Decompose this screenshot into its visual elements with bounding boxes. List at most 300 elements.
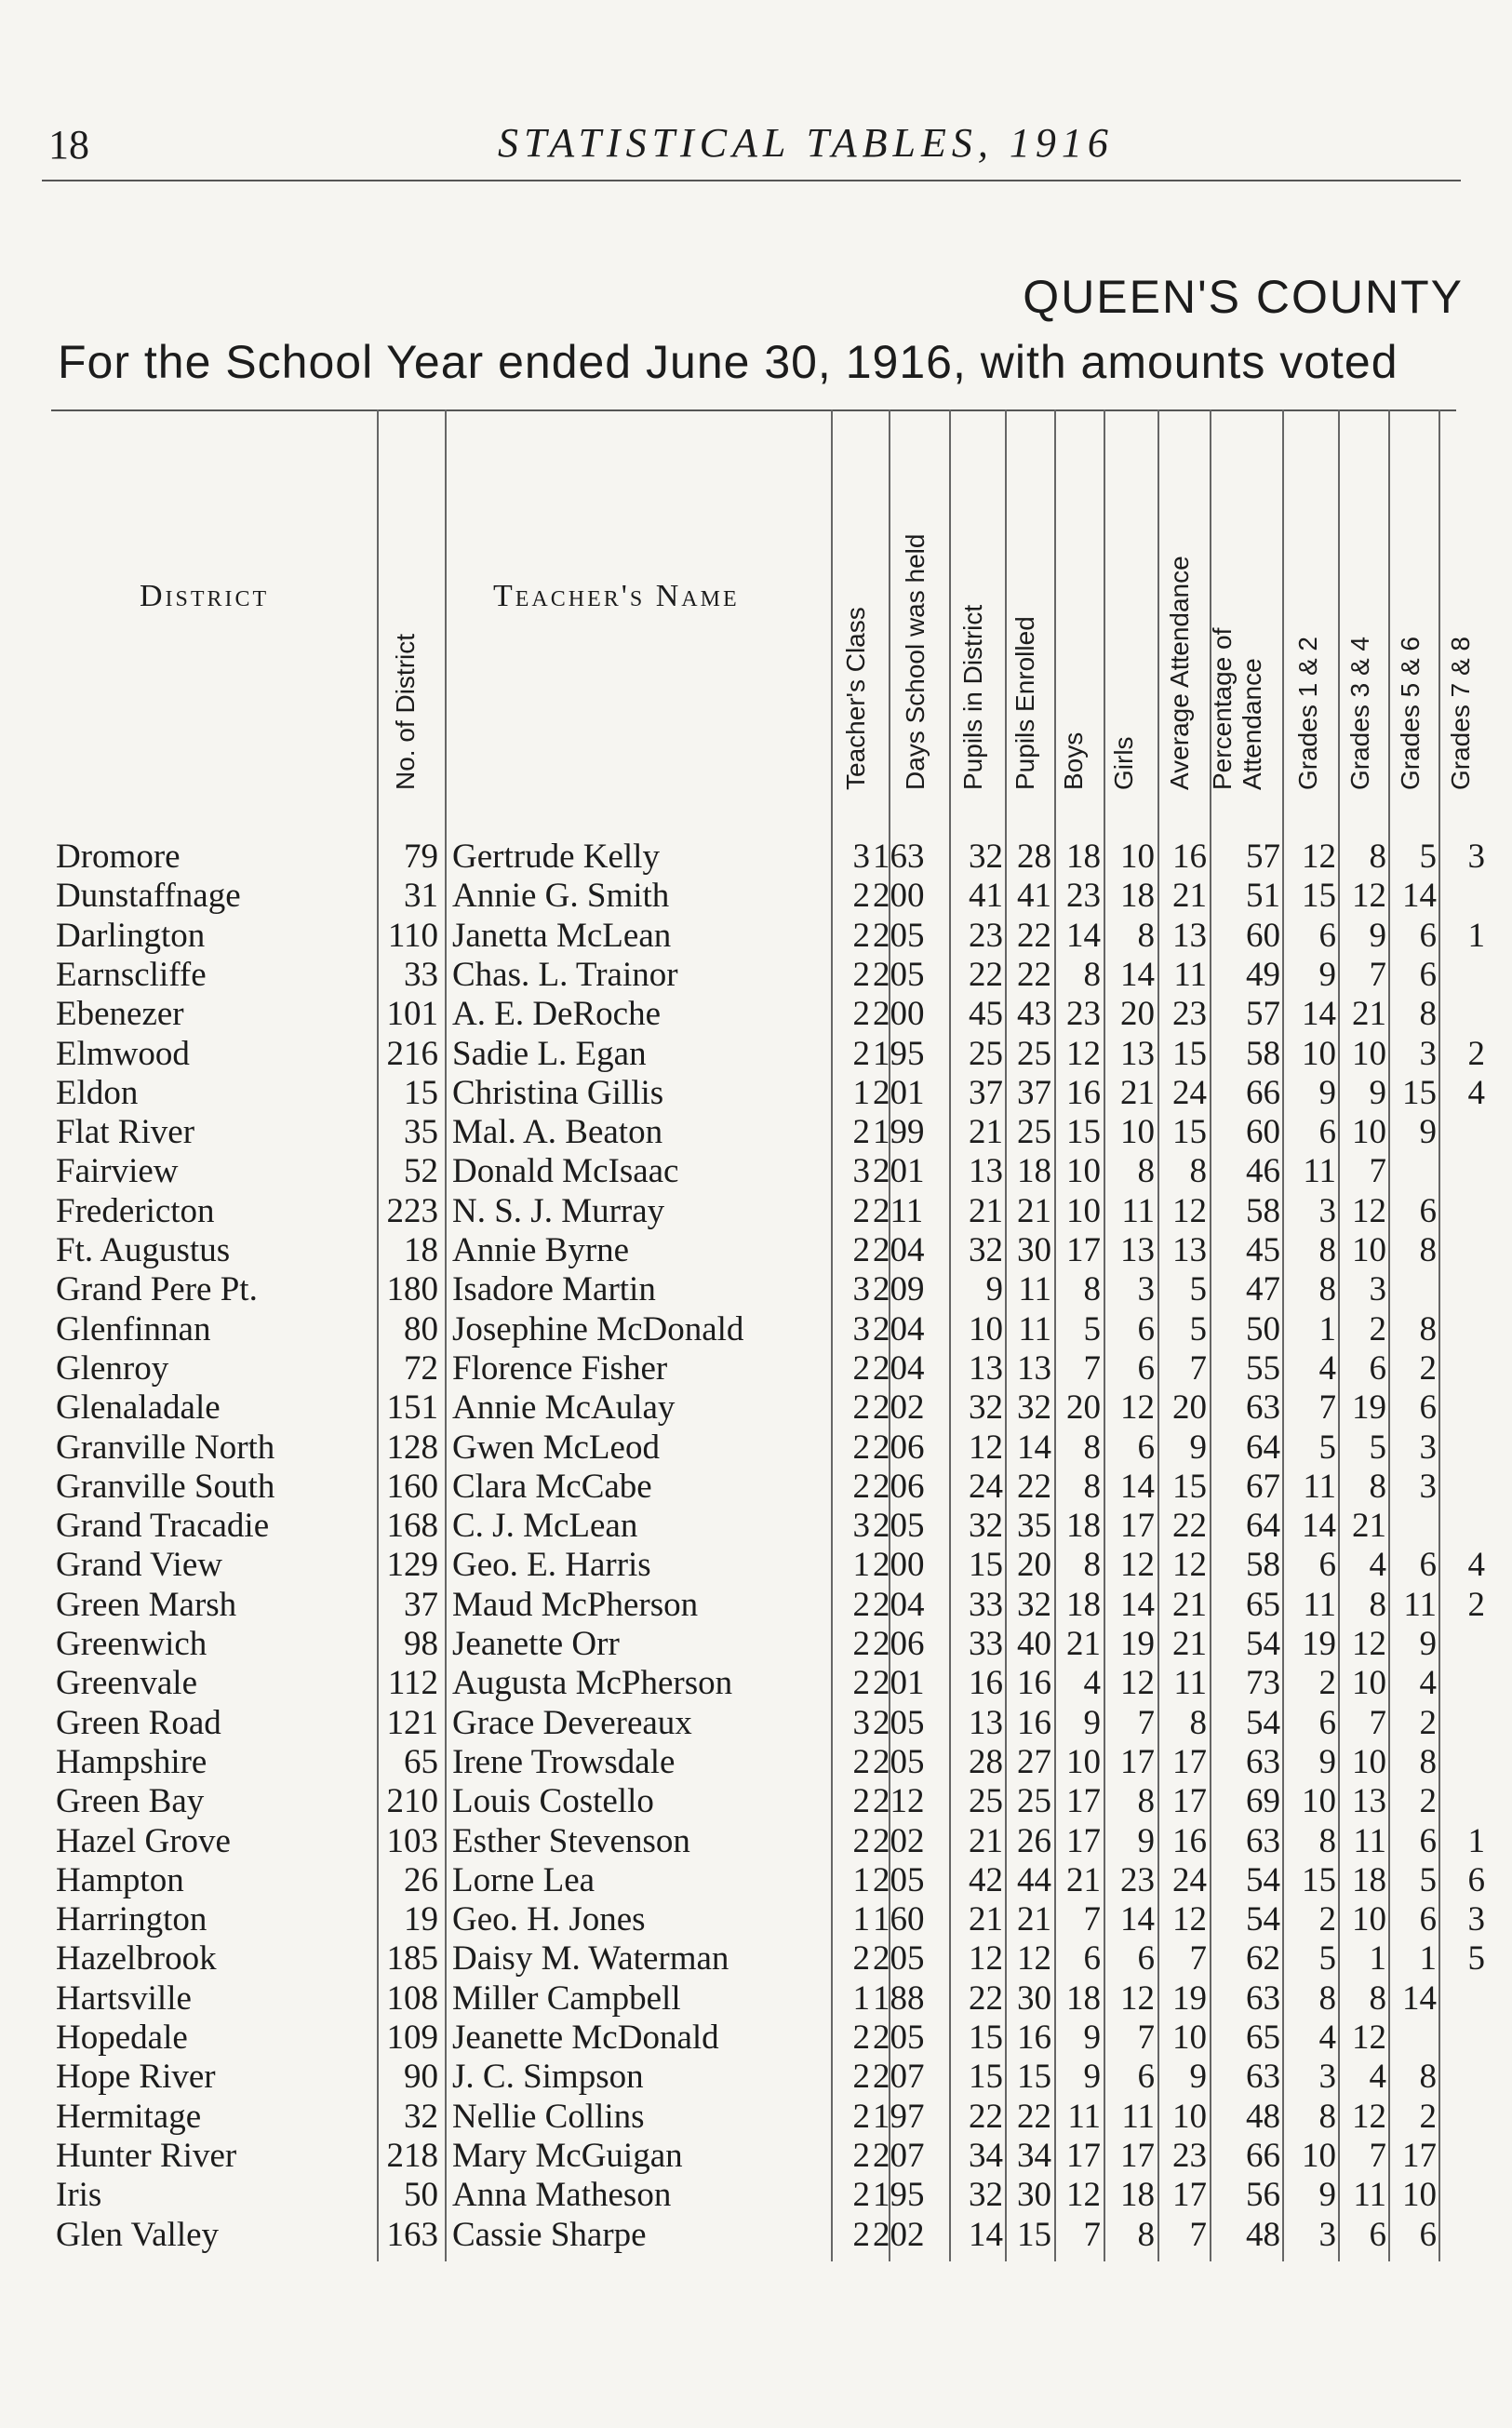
table-row bbox=[0, 1861, 1512, 1900]
district-cell: Grand Pere Pt. bbox=[56, 1270, 258, 1309]
average-attendance-cell: 21 bbox=[1172, 1585, 1207, 1624]
percentage-attendance-cell: 58 bbox=[1246, 1191, 1280, 1230]
table-row bbox=[0, 1468, 1512, 1507]
table-row bbox=[0, 838, 1512, 877]
pupils-enrolled-cell: 21 bbox=[1017, 1191, 1051, 1230]
girls-cell: 6 bbox=[1137, 1939, 1155, 1979]
district-number-cell: 37 bbox=[404, 1585, 438, 1624]
page-number: 18 bbox=[48, 122, 89, 168]
pupils-in-district-cell: 9 bbox=[985, 1270, 1003, 1309]
grades-5-6-cell: 2 bbox=[1419, 1782, 1437, 1821]
percentage-attendance-cell: 67 bbox=[1246, 1467, 1280, 1506]
girls-cell: 6 bbox=[1137, 1348, 1155, 1388]
girls-cell: 11 bbox=[1121, 2097, 1155, 2136]
teacher-name-cell: C. J. McLean bbox=[452, 1507, 638, 1546]
teacher-class-cell: 2 bbox=[852, 1664, 870, 1703]
teacher-name-cell: A. E. DeRoche bbox=[452, 995, 661, 1034]
days-held-cell: 200 bbox=[873, 995, 925, 1034]
district-cell: Glenaladale bbox=[56, 1388, 221, 1428]
teacher-class-cell: 3 bbox=[852, 1152, 870, 1191]
pupils-in-district-cell: 15 bbox=[969, 1546, 1003, 1585]
teacher-name-cell: Josephine McDonald bbox=[452, 1309, 744, 1348]
pupils-in-district-cell: 10 bbox=[969, 1309, 1003, 1348]
district-cell: Hermitage bbox=[56, 2097, 202, 2136]
percentage-attendance-cell: 49 bbox=[1246, 955, 1280, 994]
boys-cell: 15 bbox=[1066, 1113, 1101, 1152]
teacher-class-cell: 1 bbox=[852, 1979, 870, 2018]
teacher-name-cell: J. C. Simpson bbox=[452, 2058, 644, 2097]
table-row bbox=[0, 2019, 1512, 2058]
girls-cell: 9 bbox=[1137, 1821, 1155, 1860]
average-attendance-cell: 17 bbox=[1172, 1742, 1207, 1781]
grades-3-4-cell: 7 bbox=[1369, 1152, 1386, 1191]
pupils-in-district-cell: 13 bbox=[969, 1703, 1003, 1742]
boys-cell: 10 bbox=[1066, 1742, 1101, 1781]
pupils-enrolled-cell: 16 bbox=[1017, 1703, 1051, 1742]
district-cell: Green Road bbox=[56, 1703, 221, 1742]
teacher-class-cell: 2 bbox=[852, 2097, 870, 2136]
grades-5-6-cell: 8 bbox=[1419, 995, 1437, 1034]
girls-cell: 17 bbox=[1120, 1742, 1155, 1781]
grades-3-4-cell: 8 bbox=[1369, 838, 1386, 876]
percentage-attendance-cell: 62 bbox=[1246, 1939, 1280, 1979]
boys-cell: 17 bbox=[1066, 2136, 1101, 2175]
percentage-attendance-cell: 46 bbox=[1246, 1152, 1280, 1191]
average-attendance-cell: 20 bbox=[1172, 1388, 1207, 1428]
percentage-attendance-cell: 57 bbox=[1246, 838, 1280, 876]
average-attendance-cell: 7 bbox=[1189, 1348, 1207, 1388]
grades-3-4-cell: 8 bbox=[1369, 1585, 1386, 1624]
girls-cell: 14 bbox=[1120, 955, 1155, 994]
days-held-cell: 200 bbox=[873, 1546, 925, 1585]
pupils-enrolled-cell: 15 bbox=[1017, 2215, 1051, 2254]
district-cell: Iris bbox=[56, 2176, 102, 2215]
pupils-enrolled-cell: 22 bbox=[1017, 955, 1051, 994]
pupils-enrolled-cell: 11 bbox=[1018, 1309, 1051, 1348]
days-held-cell: 204 bbox=[873, 1585, 925, 1624]
district-cell: Eldon bbox=[56, 1073, 139, 1112]
teacher-class-cell: 2 bbox=[852, 916, 870, 955]
teacher-class-cell: 2 bbox=[852, 1231, 870, 1269]
percentage-attendance-cell: 60 bbox=[1246, 916, 1280, 955]
girls-cell: 7 bbox=[1137, 1703, 1155, 1742]
district-number-cell: 185 bbox=[386, 1939, 438, 1979]
teacher-class-cell: 2 bbox=[852, 2176, 870, 2215]
district-cell: Hope River bbox=[56, 2058, 216, 2097]
percentage-attendance-cell: 57 bbox=[1246, 995, 1280, 1034]
boys-cell: 16 bbox=[1066, 1073, 1101, 1112]
teacher-name-cell: N. S. J. Murray bbox=[452, 1191, 665, 1230]
table-row bbox=[0, 1664, 1512, 1703]
grades-1-2-cell: 6 bbox=[1318, 1546, 1336, 1585]
district-cell: Earnscliffe bbox=[56, 955, 207, 994]
grades-3-4-cell: 3 bbox=[1369, 1270, 1386, 1309]
grades-1-2-cell: 2 bbox=[1318, 1900, 1336, 1939]
teacher-name-cell: Annie G. Smith bbox=[452, 877, 670, 916]
district-cell: Hunter River bbox=[56, 2136, 237, 2175]
grades-1-2-cell: 5 bbox=[1318, 1939, 1336, 1979]
percentage-attendance-cell: 45 bbox=[1246, 1231, 1280, 1269]
grades-1-2-cell: 8 bbox=[1318, 2097, 1336, 2136]
girls-cell: 14 bbox=[1120, 1585, 1155, 1624]
district-number-cell: 90 bbox=[404, 2058, 438, 2097]
days-held-cell: 202 bbox=[873, 2215, 925, 2254]
girls-cell: 23 bbox=[1120, 1860, 1155, 1899]
district-cell: Ebenezer bbox=[56, 995, 184, 1034]
pupils-enrolled-cell: 21 bbox=[1017, 1900, 1051, 1939]
grades-1-2-cell: 15 bbox=[1302, 1860, 1336, 1899]
district-cell: Greenwich bbox=[56, 1625, 207, 1663]
girls-cell: 6 bbox=[1137, 1428, 1155, 1467]
pupils-enrolled-cell: 44 bbox=[1017, 1860, 1051, 1899]
average-attendance-cell: 17 bbox=[1172, 2176, 1207, 2215]
grades-3-4-cell: 7 bbox=[1369, 1703, 1386, 1742]
pupils-enrolled-cell: 16 bbox=[1017, 2019, 1051, 2057]
boys-cell: 21 bbox=[1066, 1625, 1101, 1663]
table-row bbox=[0, 1743, 1512, 1782]
teacher-class-cell: 2 bbox=[852, 1388, 870, 1428]
percentage-attendance-cell: 56 bbox=[1246, 2176, 1280, 2215]
boys-cell: 20 bbox=[1066, 1388, 1101, 1428]
percentage-attendance-cell: 50 bbox=[1246, 1309, 1280, 1348]
teacher-name-cell: Louis Costello bbox=[452, 1782, 654, 1821]
header-days-held: Days School was held bbox=[901, 533, 930, 790]
pupils-in-district-cell: 13 bbox=[969, 1348, 1003, 1388]
days-held-cell: 197 bbox=[873, 2097, 925, 2136]
pupils-in-district-cell: 32 bbox=[969, 2176, 1003, 2215]
district-number-cell: 18 bbox=[404, 1231, 438, 1269]
pupils-enrolled-cell: 28 bbox=[1017, 838, 1051, 876]
district-cell: Dromore bbox=[56, 838, 181, 876]
teacher-class-cell: 2 bbox=[852, 1939, 870, 1979]
pupils-in-district-cell: 32 bbox=[969, 1388, 1003, 1428]
boys-cell: 7 bbox=[1083, 1900, 1101, 1939]
girls-cell: 12 bbox=[1120, 1664, 1155, 1703]
grades-1-2-cell: 10 bbox=[1302, 1034, 1336, 1073]
grades-3-4-cell: 6 bbox=[1369, 2215, 1386, 2254]
district-number-cell: 180 bbox=[386, 1270, 438, 1309]
days-held-cell: 160 bbox=[873, 1900, 925, 1939]
header-pupils-in-district: Pupils in District bbox=[958, 604, 987, 790]
pupils-in-district-cell: 15 bbox=[969, 2058, 1003, 2097]
table-row bbox=[0, 1270, 1512, 1309]
percentage-attendance-cell: 48 bbox=[1246, 2097, 1280, 2136]
teacher-class-cell: 3 bbox=[852, 1309, 870, 1348]
grades-7-8-cell: 3 bbox=[1467, 1900, 1485, 1939]
district-number-cell: 79 bbox=[404, 838, 438, 876]
girls-cell: 14 bbox=[1120, 1467, 1155, 1506]
grades-3-4-cell: 12 bbox=[1352, 1191, 1386, 1230]
table-row bbox=[0, 1782, 1512, 1821]
days-held-cell: 200 bbox=[873, 877, 925, 916]
teacher-class-cell: 2 bbox=[852, 2058, 870, 2097]
days-held-cell: 195 bbox=[873, 2176, 925, 2215]
pupils-in-district-cell: 41 bbox=[969, 877, 1003, 916]
percentage-attendance-cell: 58 bbox=[1246, 1034, 1280, 1073]
boys-cell: 7 bbox=[1083, 1348, 1101, 1388]
table-row bbox=[0, 1900, 1512, 1939]
header-teacher-class: Teacher's Class bbox=[841, 607, 870, 790]
grades-7-8-cell: 6 bbox=[1467, 1860, 1485, 1899]
grades-1-2-cell: 8 bbox=[1318, 1821, 1336, 1860]
boys-cell: 8 bbox=[1083, 1270, 1101, 1309]
boys-cell: 18 bbox=[1066, 1585, 1101, 1624]
average-attendance-cell: 12 bbox=[1172, 1546, 1207, 1585]
district-cell: Hartsville bbox=[56, 1979, 192, 2018]
pupils-enrolled-cell: 35 bbox=[1017, 1507, 1051, 1546]
table-row bbox=[0, 1192, 1512, 1231]
header-pupils-enrolled: Pupils Enrolled bbox=[1010, 616, 1039, 790]
boys-cell: 17 bbox=[1066, 1782, 1101, 1821]
pupils-enrolled-cell: 16 bbox=[1017, 1664, 1051, 1703]
grades-5-6-cell: 8 bbox=[1419, 1309, 1437, 1348]
days-held-cell: 205 bbox=[873, 1939, 925, 1979]
district-number-cell: 26 bbox=[404, 1860, 438, 1899]
boys-cell: 18 bbox=[1066, 1507, 1101, 1546]
grades-1-2-cell: 11 bbox=[1303, 1467, 1336, 1506]
grades-3-4-cell: 12 bbox=[1352, 1625, 1386, 1663]
average-attendance-cell: 13 bbox=[1172, 1231, 1207, 1269]
grades-5-6-cell: 5 bbox=[1419, 838, 1437, 876]
percentage-attendance-cell: 60 bbox=[1246, 1113, 1280, 1152]
district-cell: Glenroy bbox=[56, 1348, 169, 1388]
days-held-cell: 204 bbox=[873, 1231, 925, 1269]
district-cell: Glenfinnan bbox=[56, 1309, 211, 1348]
percentage-attendance-cell: 66 bbox=[1246, 1073, 1280, 1112]
boys-cell: 17 bbox=[1066, 1231, 1101, 1269]
days-held-cell: 188 bbox=[873, 1979, 925, 2018]
pupils-in-district-cell: 21 bbox=[969, 1113, 1003, 1152]
header-rule bbox=[42, 180, 1461, 181]
pupils-in-district-cell: 32 bbox=[969, 838, 1003, 876]
teacher-name-cell: Gwen McLeod bbox=[452, 1428, 660, 1467]
district-cell: Hazel Grove bbox=[56, 1821, 231, 1860]
district-cell: Green Marsh bbox=[56, 1585, 237, 1624]
teacher-name-cell: Anna Matheson bbox=[452, 2176, 672, 2215]
average-attendance-cell: 8 bbox=[1189, 1703, 1207, 1742]
header-grades-3-4: Grades 3 & 4 bbox=[1345, 637, 1374, 790]
grades-1-2-cell: 19 bbox=[1302, 1625, 1336, 1663]
district-cell: Granville North bbox=[56, 1428, 275, 1467]
pupils-in-district-cell: 15 bbox=[969, 2019, 1003, 2057]
district-number-cell: 210 bbox=[386, 1782, 438, 1821]
girls-cell: 10 bbox=[1120, 1113, 1155, 1152]
boys-cell: 10 bbox=[1066, 1191, 1101, 1230]
grades-5-6-cell: 8 bbox=[1419, 1231, 1437, 1269]
grades-7-8-cell: 2 bbox=[1467, 1034, 1485, 1073]
boys-cell: 10 bbox=[1066, 1152, 1101, 1191]
teacher-class-cell: 2 bbox=[852, 1585, 870, 1624]
pupils-enrolled-cell: 15 bbox=[1017, 2058, 1051, 2097]
days-held-cell: 163 bbox=[873, 838, 925, 876]
pupils-in-district-cell: 23 bbox=[969, 916, 1003, 955]
average-attendance-cell: 5 bbox=[1189, 1270, 1207, 1309]
average-attendance-cell: 22 bbox=[1172, 1507, 1207, 1546]
table-row bbox=[0, 917, 1512, 956]
grades-3-4-cell: 6 bbox=[1369, 1348, 1386, 1388]
grades-5-6-cell: 5 bbox=[1419, 1860, 1437, 1899]
header-no-of-district: No. of District bbox=[391, 633, 420, 790]
days-held-cell: 205 bbox=[873, 1860, 925, 1899]
grades-3-4-cell: 19 bbox=[1352, 1388, 1386, 1428]
grades-1-2-cell: 5 bbox=[1318, 1428, 1336, 1467]
percentage-attendance-cell: 54 bbox=[1246, 1625, 1280, 1663]
girls-cell: 21 bbox=[1120, 1073, 1155, 1112]
average-attendance-cell: 5 bbox=[1189, 1309, 1207, 1348]
percentage-attendance-cell: 54 bbox=[1246, 1900, 1280, 1939]
grades-3-4-cell: 11 bbox=[1353, 1821, 1386, 1860]
table-row bbox=[0, 956, 1512, 995]
teacher-class-cell: 3 bbox=[852, 1703, 870, 1742]
grades-3-4-cell: 5 bbox=[1369, 1428, 1386, 1467]
girls-cell: 8 bbox=[1137, 1152, 1155, 1191]
table-row bbox=[0, 2216, 1512, 2255]
teacher-name-cell: Lorne Lea bbox=[452, 1860, 595, 1899]
girls-cell: 6 bbox=[1137, 1309, 1155, 1348]
boys-cell: 6 bbox=[1083, 1939, 1101, 1979]
teacher-class-cell: 2 bbox=[852, 877, 870, 916]
grades-3-4-cell: 2 bbox=[1369, 1309, 1386, 1348]
grades-5-6-cell: 3 bbox=[1419, 1428, 1437, 1467]
girls-cell: 17 bbox=[1120, 2136, 1155, 2175]
grades-3-4-cell: 10 bbox=[1352, 1231, 1386, 1269]
boys-cell: 18 bbox=[1066, 1979, 1101, 2018]
district-cell: Fredericton bbox=[56, 1191, 215, 1230]
pupils-in-district-cell: 16 bbox=[969, 1664, 1003, 1703]
boys-cell: 8 bbox=[1083, 1546, 1101, 1585]
percentage-attendance-cell: 65 bbox=[1246, 2019, 1280, 2057]
boys-cell: 8 bbox=[1083, 1467, 1101, 1506]
grades-3-4-cell: 10 bbox=[1352, 1742, 1386, 1781]
pupils-in-district-cell: 12 bbox=[969, 1428, 1003, 1467]
grades-7-8-cell: 5 bbox=[1467, 1939, 1485, 1979]
table-top-rule bbox=[51, 409, 1456, 411]
pupils-in-district-cell: 22 bbox=[969, 2097, 1003, 2136]
average-attendance-cell: 16 bbox=[1172, 838, 1207, 876]
teacher-name-cell: Cassie Sharpe bbox=[452, 2215, 647, 2254]
teacher-class-cell: 2 bbox=[852, 995, 870, 1034]
district-number-cell: 52 bbox=[404, 1152, 438, 1191]
teacher-name-cell: Gertrude Kelly bbox=[452, 838, 660, 876]
days-held-cell: 212 bbox=[873, 1782, 925, 1821]
percentage-attendance-cell: 54 bbox=[1246, 1860, 1280, 1899]
header-grades-7-8: Grades 7 & 8 bbox=[1446, 637, 1475, 790]
district-cell: Hazelbrook bbox=[56, 1939, 217, 1979]
pupils-enrolled-cell: 20 bbox=[1017, 1546, 1051, 1585]
days-held-cell: 206 bbox=[873, 1625, 925, 1663]
grades-1-2-cell: 4 bbox=[1318, 1348, 1336, 1388]
grades-5-6-cell: 9 bbox=[1419, 1625, 1437, 1663]
grades-7-8-cell: 2 bbox=[1467, 1585, 1485, 1624]
district-number-cell: 160 bbox=[386, 1467, 438, 1506]
grades-1-2-cell: 10 bbox=[1302, 2136, 1336, 2175]
pupils-in-district-cell: 37 bbox=[969, 1073, 1003, 1112]
pupils-enrolled-cell: 27 bbox=[1017, 1742, 1051, 1781]
teacher-class-cell: 2 bbox=[852, 1348, 870, 1388]
grades-5-6-cell: 6 bbox=[1419, 916, 1437, 955]
grades-1-2-cell: 7 bbox=[1318, 1388, 1336, 1428]
grades-5-6-cell: 3 bbox=[1419, 1467, 1437, 1506]
grades-3-4-cell: 8 bbox=[1369, 1467, 1386, 1506]
days-held-cell: 205 bbox=[873, 916, 925, 955]
average-attendance-cell: 15 bbox=[1172, 1034, 1207, 1073]
average-attendance-cell: 19 bbox=[1172, 1979, 1207, 2018]
boys-cell: 9 bbox=[1083, 1703, 1101, 1742]
pupils-enrolled-cell: 30 bbox=[1017, 1979, 1051, 2018]
girls-cell: 11 bbox=[1121, 1191, 1155, 1230]
table-row bbox=[0, 877, 1512, 916]
days-held-cell: 207 bbox=[873, 2136, 925, 2175]
teacher-class-cell: 1 bbox=[852, 1546, 870, 1585]
pupils-enrolled-cell: 40 bbox=[1017, 1625, 1051, 1663]
girls-cell: 12 bbox=[1120, 1388, 1155, 1428]
teacher-name-cell: Mal. A. Beaton bbox=[452, 1113, 663, 1152]
days-held-cell: 195 bbox=[873, 1034, 925, 1073]
average-attendance-cell: 21 bbox=[1172, 1625, 1207, 1663]
district-number-cell: 128 bbox=[386, 1428, 438, 1467]
pupils-enrolled-cell: 26 bbox=[1017, 1821, 1051, 1860]
district-number-cell: 168 bbox=[386, 1507, 438, 1546]
teacher-name-cell: Geo. H. Jones bbox=[452, 1900, 646, 1939]
grades-1-2-cell: 14 bbox=[1302, 995, 1336, 1034]
days-held-cell: 205 bbox=[873, 955, 925, 994]
teacher-class-cell: 2 bbox=[852, 1113, 870, 1152]
pupils-enrolled-cell: 34 bbox=[1017, 2136, 1051, 2175]
header-district: District bbox=[140, 579, 270, 613]
table-row bbox=[0, 1822, 1512, 1861]
header-percentage-attendance: Percentage of Attendance bbox=[1208, 627, 1266, 790]
district-number-cell: 108 bbox=[386, 1979, 438, 2018]
pupils-enrolled-cell: 22 bbox=[1017, 916, 1051, 955]
district-number-cell: 112 bbox=[387, 1664, 438, 1703]
pupils-enrolled-cell: 22 bbox=[1017, 1467, 1051, 1506]
district-number-cell: 31 bbox=[404, 877, 438, 916]
grades-3-4-cell: 4 bbox=[1369, 1546, 1386, 1585]
pupils-enrolled-cell: 37 bbox=[1017, 1073, 1051, 1112]
district-cell: Hopedale bbox=[56, 2019, 188, 2057]
grades-1-2-cell: 9 bbox=[1318, 1073, 1336, 1112]
grades-1-2-cell: 2 bbox=[1318, 1664, 1336, 1703]
average-attendance-cell: 24 bbox=[1172, 1860, 1207, 1899]
percentage-attendance-cell: 63 bbox=[1246, 2058, 1280, 2097]
boys-cell: 8 bbox=[1083, 955, 1101, 994]
percentage-attendance-cell: 65 bbox=[1246, 1585, 1280, 1624]
grades-5-6-cell: 8 bbox=[1419, 2058, 1437, 2097]
days-held-cell: 202 bbox=[873, 1821, 925, 1860]
grades-1-2-cell: 14 bbox=[1302, 1507, 1336, 1546]
teacher-name-cell: Janetta McLean bbox=[452, 916, 672, 955]
girls-cell: 8 bbox=[1137, 1782, 1155, 1821]
days-held-cell: 201 bbox=[873, 1152, 925, 1191]
grades-5-6-cell: 14 bbox=[1402, 1979, 1437, 2018]
table-row bbox=[0, 2098, 1512, 2137]
table-row bbox=[0, 1349, 1512, 1388]
grades-3-4-cell: 7 bbox=[1369, 2136, 1386, 2175]
percentage-attendance-cell: 63 bbox=[1246, 1742, 1280, 1781]
header-teacher: Teacher's Name bbox=[493, 579, 740, 613]
average-attendance-cell: 17 bbox=[1172, 1782, 1207, 1821]
header-average-attendance: Average Attendance bbox=[1165, 556, 1194, 790]
grades-3-4-cell: 4 bbox=[1369, 2058, 1386, 2097]
table-row bbox=[0, 1429, 1512, 1468]
pupils-enrolled-cell: 32 bbox=[1017, 1585, 1051, 1624]
grades-3-4-cell: 13 bbox=[1352, 1782, 1386, 1821]
percentage-attendance-cell: 73 bbox=[1246, 1664, 1280, 1703]
pupils-in-district-cell: 21 bbox=[969, 1821, 1003, 1860]
district-number-cell: 103 bbox=[386, 1821, 438, 1860]
girls-cell: 7 bbox=[1137, 2019, 1155, 2057]
table-subtitle: For the School Year ended June 30, 1916, with amounts voted bbox=[58, 336, 1398, 388]
